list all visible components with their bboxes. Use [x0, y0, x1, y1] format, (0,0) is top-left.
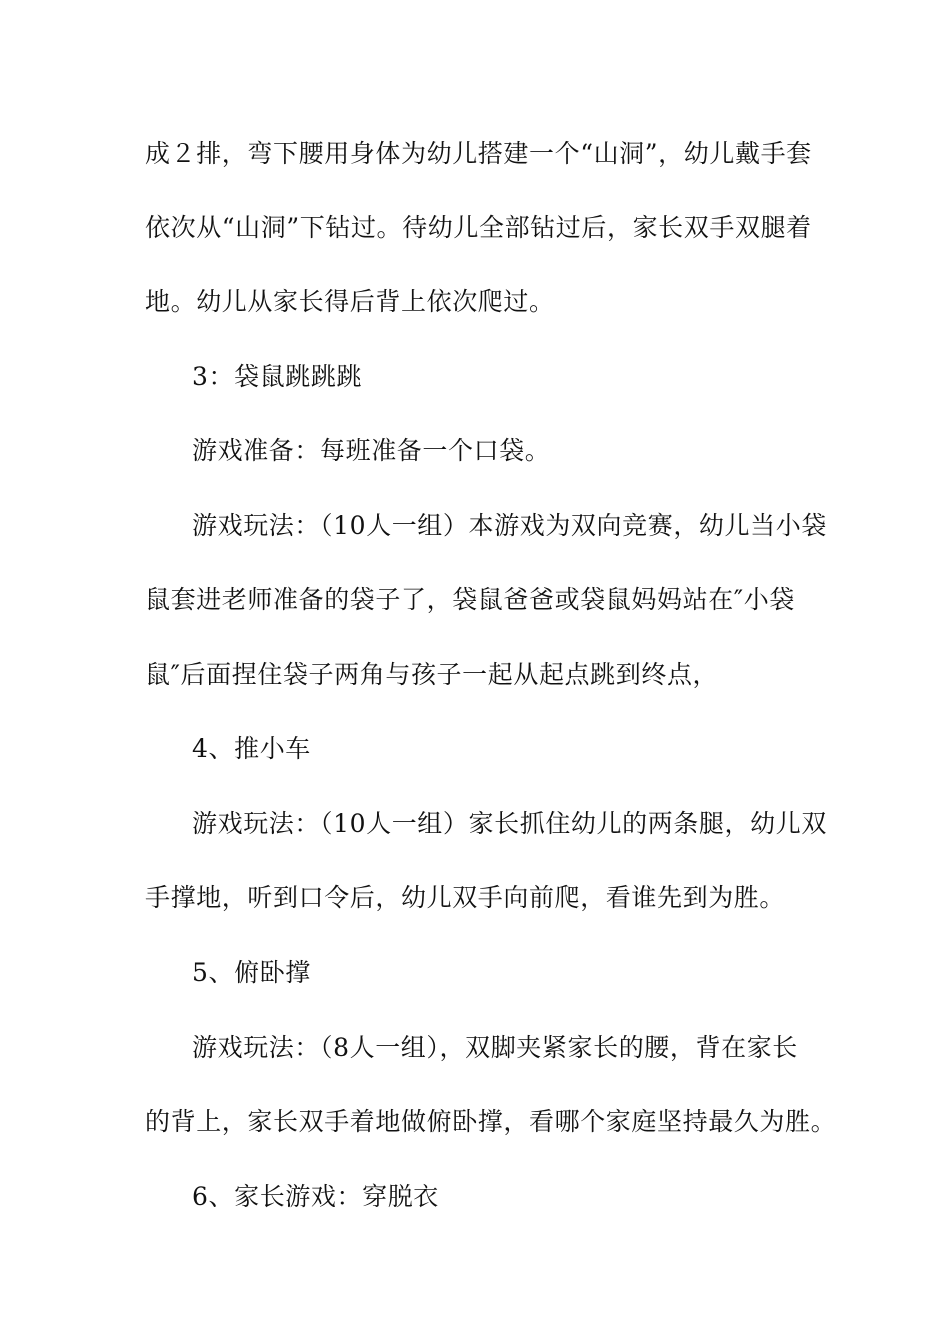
paragraph-line: 手撑地，听到口令后，幼儿双手向前爬，看谁先到为胜。	[145, 883, 786, 912]
paragraph-line: 游戏玩法：（10人一组）本游戏为双向竞赛，幼儿当小袋	[192, 511, 827, 540]
section-heading: 3：袋鼠跳跳跳	[192, 362, 363, 391]
paragraph-line: 地。幼儿从家长得后背上依次爬过。	[145, 287, 555, 316]
paragraph-line: 的背上，家长双手着地做俯卧撑，看哪个家庭坚持最久为胜。	[145, 1107, 837, 1136]
paragraph-line: 游戏玩法：（8人一组），双脚夹紧家长的腰，背在家长	[192, 1033, 798, 1062]
paragraph-line: 游戏准备：每班准备一个口袋。	[192, 436, 551, 465]
paragraph-line: 依次从“山洞”下钻过。待幼儿全部钻过后，家长双手双腿着	[145, 213, 812, 242]
section-heading: 5、俯卧撑	[192, 958, 311, 987]
paragraph-line: 鼠″后面捏住袋子两角与孩子一起从起点跳到终点，	[145, 660, 719, 689]
paragraph-line: 成２排，弯下腰用身体为幼儿搭建一个“山洞”，幼儿戴手套	[145, 139, 812, 168]
section-heading: 6、家长游戏：穿脱衣	[192, 1182, 439, 1211]
paragraph-line: 游戏玩法：（10人一组）家长抓住幼儿的两条腿，幼儿双	[192, 809, 827, 838]
section-heading: 4、推小车	[192, 734, 311, 763]
paragraph-line: 鼠套进老师准备的袋子了，袋鼠爸爸或袋鼠妈妈站在″小袋	[145, 585, 795, 614]
